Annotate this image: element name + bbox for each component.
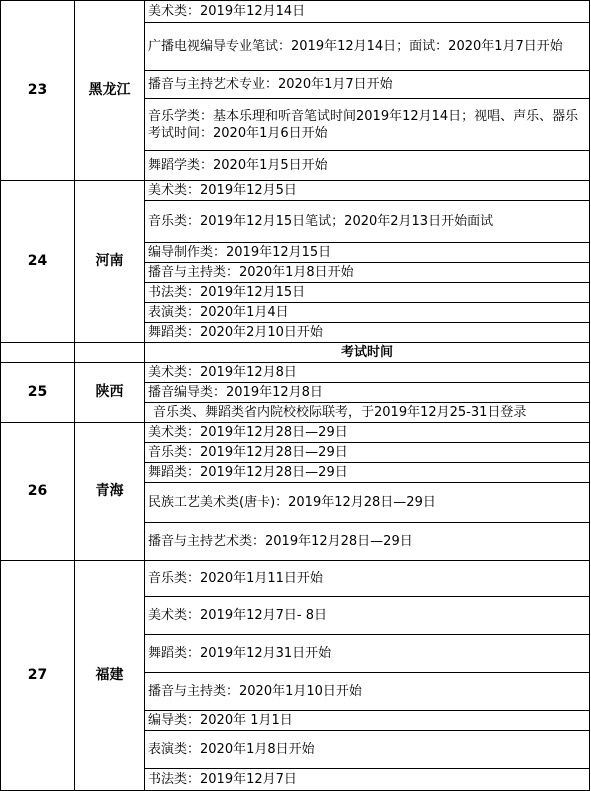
exam-entry: 表演类：2020年1月4日: [145, 303, 590, 323]
exam-entry: 美术类：2019年12月28日—29日: [145, 423, 590, 443]
region-number: 27: [1, 561, 75, 791]
region-number: 26: [1, 423, 75, 561]
exam-entry: 音乐学类：基本乐理和听音笔试时间2019年12月14日；视唱、声乐、器乐考试时间：2020年1月6日开始: [145, 99, 590, 151]
province-name: 青海: [75, 423, 145, 561]
exam-entry: 美术类：2019年12月8日: [145, 363, 590, 383]
column-header: 考试时间: [145, 343, 590, 363]
exam-entry: 音乐类：2020年1月11日开始: [145, 561, 590, 597]
table-row: [1, 423, 590, 443]
exam-entry: 播音与主持艺术类：2019年12月28日—29日: [145, 523, 590, 561]
exam-entry: 编导制作类：2019年12月15日: [145, 243, 590, 263]
exam-entry: 编导类：2020年 1月1日: [145, 711, 590, 731]
exam-entry: 美术类：2019年12月5日: [145, 181, 590, 201]
table-row: [1, 181, 590, 201]
region-number: 25: [1, 363, 75, 423]
exam-entry: 书法类：2019年12月7日: [145, 769, 590, 791]
exam-entry: 美术类：2019年12月7日- 8日: [145, 597, 590, 635]
exam-entry: 表演类：2020年1月8日开始: [145, 731, 590, 769]
exam-entry: 播音与主持艺术专业：2020年1月7日开始: [145, 71, 590, 99]
table-header-row: [1, 343, 590, 363]
header-blank-cell: [75, 343, 145, 363]
exam-entry: 民族工艺美术类(唐卡)：2019年12月28日—29日: [145, 483, 590, 523]
exam-entry: 播音编导类：2019年12月8日: [145, 383, 590, 403]
table-row: [1, 363, 590, 383]
exam-entry: 音乐类、舞蹈类省内院校校际联考，于2019年12月25-31日登录: [145, 403, 590, 423]
exam-entry: 音乐类：2019年12月15日笔试；2020年2月13日开始面试: [145, 201, 590, 243]
province-name: 陕西: [75, 363, 145, 423]
exam-entry: 舞蹈类：2019年12月31日开始: [145, 635, 590, 673]
exam-entry: 美术类：2019年12月14日: [145, 1, 590, 23]
province-name: 福建: [75, 561, 145, 791]
exam-entry: 舞蹈类：2019年12月28日—29日: [145, 463, 590, 483]
exam-entry: 播音与主持类：2020年1月10日开始: [145, 673, 590, 711]
province-name: 黑龙江: [75, 1, 145, 181]
header-blank-cell: [1, 343, 75, 363]
region-number: 24: [1, 181, 75, 343]
exam-entry: 广播电视编导专业笔试：2019年12月14日；面试：2020年1月7日开始: [145, 23, 590, 71]
exam-entry: 舞蹈学类：2020年1月5日开始: [145, 151, 590, 181]
exam-entry: 舞蹈类：2020年2月10日开始: [145, 323, 590, 343]
exam-entry: 书法类：2019年12月15日: [145, 283, 590, 303]
region-number: 23: [1, 1, 75, 181]
table-row: [1, 561, 590, 597]
exam-entry: 音乐类：2019年12月28日—29日: [145, 443, 590, 463]
province-name: 河南: [75, 181, 145, 343]
table-row: [1, 1, 590, 23]
exam-entry: 播音与主持类：2020年1月8日开始: [145, 263, 590, 283]
